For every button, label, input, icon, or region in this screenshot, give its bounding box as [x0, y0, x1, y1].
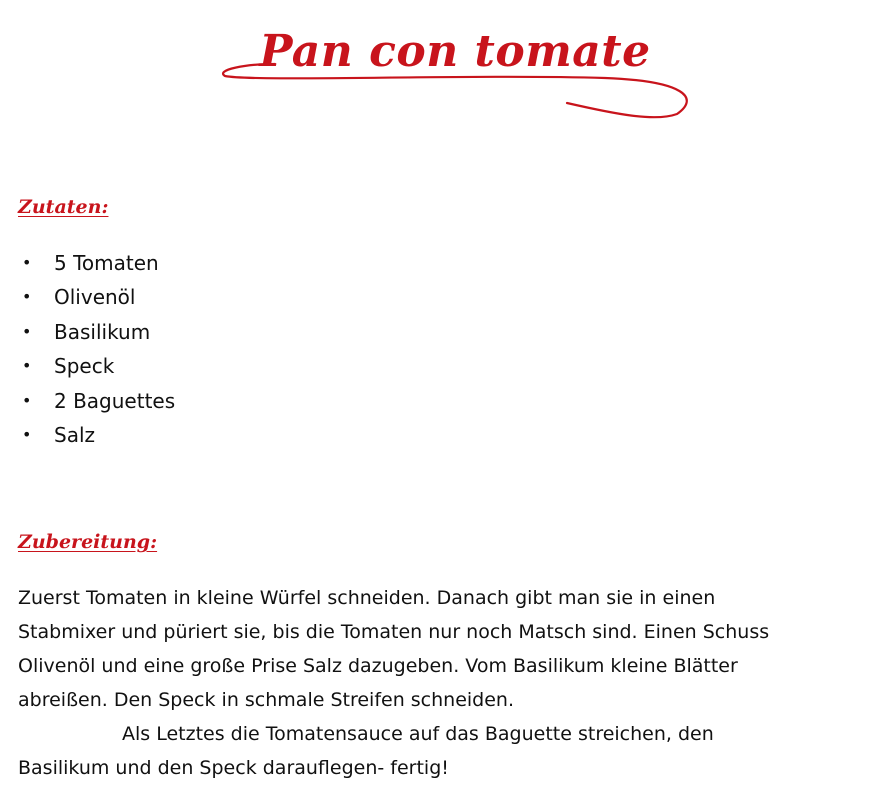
- ingredient-text: Speck: [54, 354, 115, 379]
- list-item: [22, 249, 175, 283]
- preparation-heading: Zubereitung:: [18, 531, 158, 553]
- ingredient-text: 5 Tomaten: [54, 251, 159, 275]
- recipe-title: Pan con tomate: [259, 26, 651, 77]
- list-item: [22, 421, 175, 455]
- list-item: [22, 387, 175, 421]
- ingredient-text: Olivenöl: [54, 285, 136, 310]
- ingredient-text: 2 Baguettes: [54, 388, 176, 413]
- preparation-line: Basilikum und den Speck darauflegen- fertig!: [18, 757, 449, 779]
- bullet-icon: •: [22, 287, 32, 307]
- list-item: [22, 352, 175, 386]
- bullet-icon: •: [22, 356, 32, 376]
- ingredients-heading: Zutaten:: [18, 196, 109, 218]
- ingredients-list: [22, 249, 175, 455]
- bullet-icon: •: [22, 390, 32, 410]
- preparation-line: Olivenöl und eine große Prise Salz dazugeben. Vom Basilikum kleine Blätter: [18, 655, 738, 677]
- preparation-line: Zuerst Tomaten in kleine Würfel schneiden. Danach gibt man sie in einen: [18, 587, 716, 609]
- list-item: [22, 283, 175, 317]
- bullet-icon: •: [22, 253, 32, 272]
- list-item: [22, 318, 175, 352]
- preparation-line: Als Letztes die Tomatensauce auf das Baguette streichen, den: [122, 723, 714, 745]
- bullet-icon: •: [22, 424, 32, 444]
- ingredient-text: Salz: [54, 422, 96, 447]
- preparation-text: [18, 581, 878, 785]
- ingredient-text: Basilikum: [54, 319, 151, 344]
- preparation-line: Stabmixer und püriert sie, bis die Tomaten nur noch Matsch sind. Einen Schuss: [18, 621, 770, 643]
- title-block: [215, 18, 695, 128]
- preparation-line: abreißen. Den Speck in schmale Streifen schneiden.: [18, 689, 515, 711]
- bullet-icon: •: [22, 321, 32, 341]
